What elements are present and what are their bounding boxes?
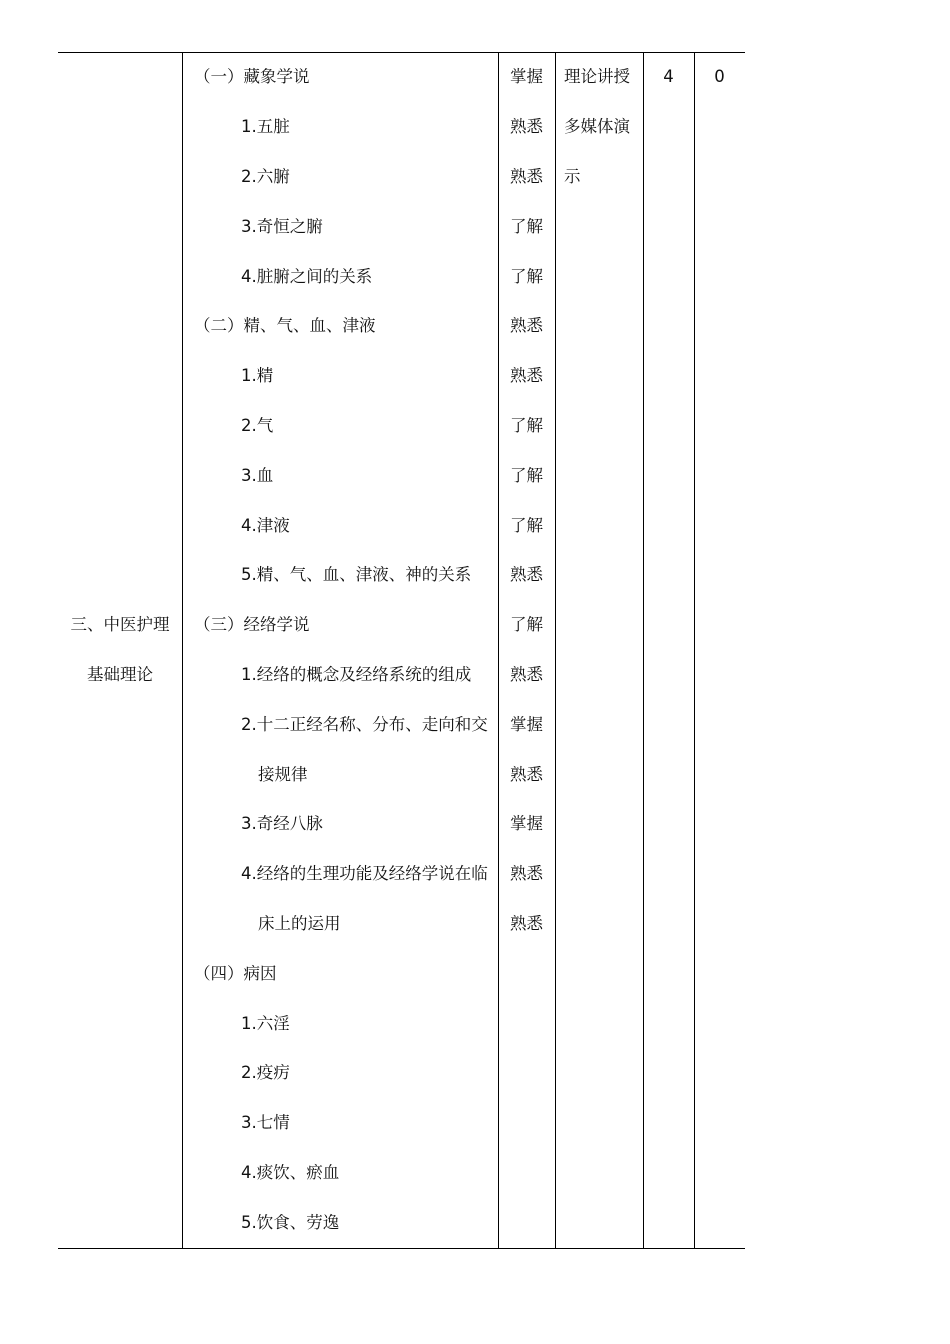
requirement-level: 熟悉 bbox=[510, 366, 543, 385]
content-item: 1.六淫 bbox=[241, 1014, 290, 1033]
requirement-level: 熟悉 bbox=[510, 565, 543, 584]
teaching-method-line: 示 bbox=[564, 167, 581, 186]
section-title-line: 三、中医护理 bbox=[70, 615, 170, 634]
content-item: 1.经络的概念及经络系统的组成 bbox=[241, 665, 472, 684]
theory-hours: 4 bbox=[663, 67, 674, 86]
section-title-line: 基础理论 bbox=[87, 665, 153, 684]
requirement-level: 熟悉 bbox=[510, 864, 543, 883]
content-item: 3.奇恒之腑 bbox=[241, 217, 323, 236]
content-item: 1.五脏 bbox=[241, 117, 290, 136]
content-item: 3.奇经八脉 bbox=[241, 814, 323, 833]
content-heading: （四）病因 bbox=[194, 964, 277, 983]
requirement-level: 熟悉 bbox=[510, 914, 543, 933]
content-item: 4.脏腑之间的关系 bbox=[241, 267, 373, 286]
content-item: 5.饮食、劳逸 bbox=[241, 1213, 340, 1232]
requirement-level: 了解 bbox=[510, 267, 543, 286]
requirement-level: 了解 bbox=[510, 516, 543, 535]
requirement-level: 了解 bbox=[510, 466, 543, 485]
content-heading: （三）经络学说 bbox=[194, 615, 310, 634]
teaching-method-line: 理论讲授 bbox=[564, 67, 630, 86]
content-heading: （一）藏象学说 bbox=[194, 67, 310, 86]
content-heading: （二）精、气、血、津液 bbox=[194, 316, 376, 335]
column-divider bbox=[182, 52, 183, 1249]
requirement-level: 掌握 bbox=[510, 715, 543, 734]
requirement-level: 了解 bbox=[510, 615, 543, 634]
table-bottom-border bbox=[58, 1248, 745, 1249]
content-item: 2.气 bbox=[241, 416, 274, 435]
teaching-method-line: 多媒体演 bbox=[564, 117, 630, 136]
practice-hours: 0 bbox=[714, 67, 725, 86]
requirement-level: 熟悉 bbox=[510, 117, 543, 136]
table-top-border bbox=[58, 52, 745, 53]
content-item: 2.十二正经名称、分布、走向和交 bbox=[241, 715, 488, 734]
column-divider bbox=[498, 52, 499, 1249]
requirement-level: 掌握 bbox=[510, 67, 543, 86]
column-divider bbox=[555, 52, 556, 1249]
requirement-level: 掌握 bbox=[510, 814, 543, 833]
content-item: 2.疫疠 bbox=[241, 1063, 290, 1082]
content-item: 2.六腑 bbox=[241, 167, 290, 186]
content-item: 3.血 bbox=[241, 466, 274, 485]
requirement-level: 熟悉 bbox=[510, 665, 543, 684]
content-item: 4.津液 bbox=[241, 516, 290, 535]
requirement-level: 熟悉 bbox=[510, 316, 543, 335]
requirement-level: 了解 bbox=[510, 217, 543, 236]
requirement-level: 了解 bbox=[510, 416, 543, 435]
content-item: 1.精 bbox=[241, 366, 274, 385]
content-item: 4.痰饮、瘀血 bbox=[241, 1163, 340, 1182]
content-item-continuation: 床上的运用 bbox=[258, 914, 341, 933]
content-item-continuation: 接规律 bbox=[258, 765, 308, 784]
content-item: 3.七情 bbox=[241, 1113, 290, 1132]
column-divider bbox=[643, 52, 644, 1249]
content-item: 5.精、气、血、津液、神的关系 bbox=[241, 565, 472, 584]
content-item: 4.经络的生理功能及经络学说在临 bbox=[241, 864, 488, 883]
requirement-level: 熟悉 bbox=[510, 765, 543, 784]
column-divider bbox=[694, 52, 695, 1249]
requirement-level: 熟悉 bbox=[510, 167, 543, 186]
